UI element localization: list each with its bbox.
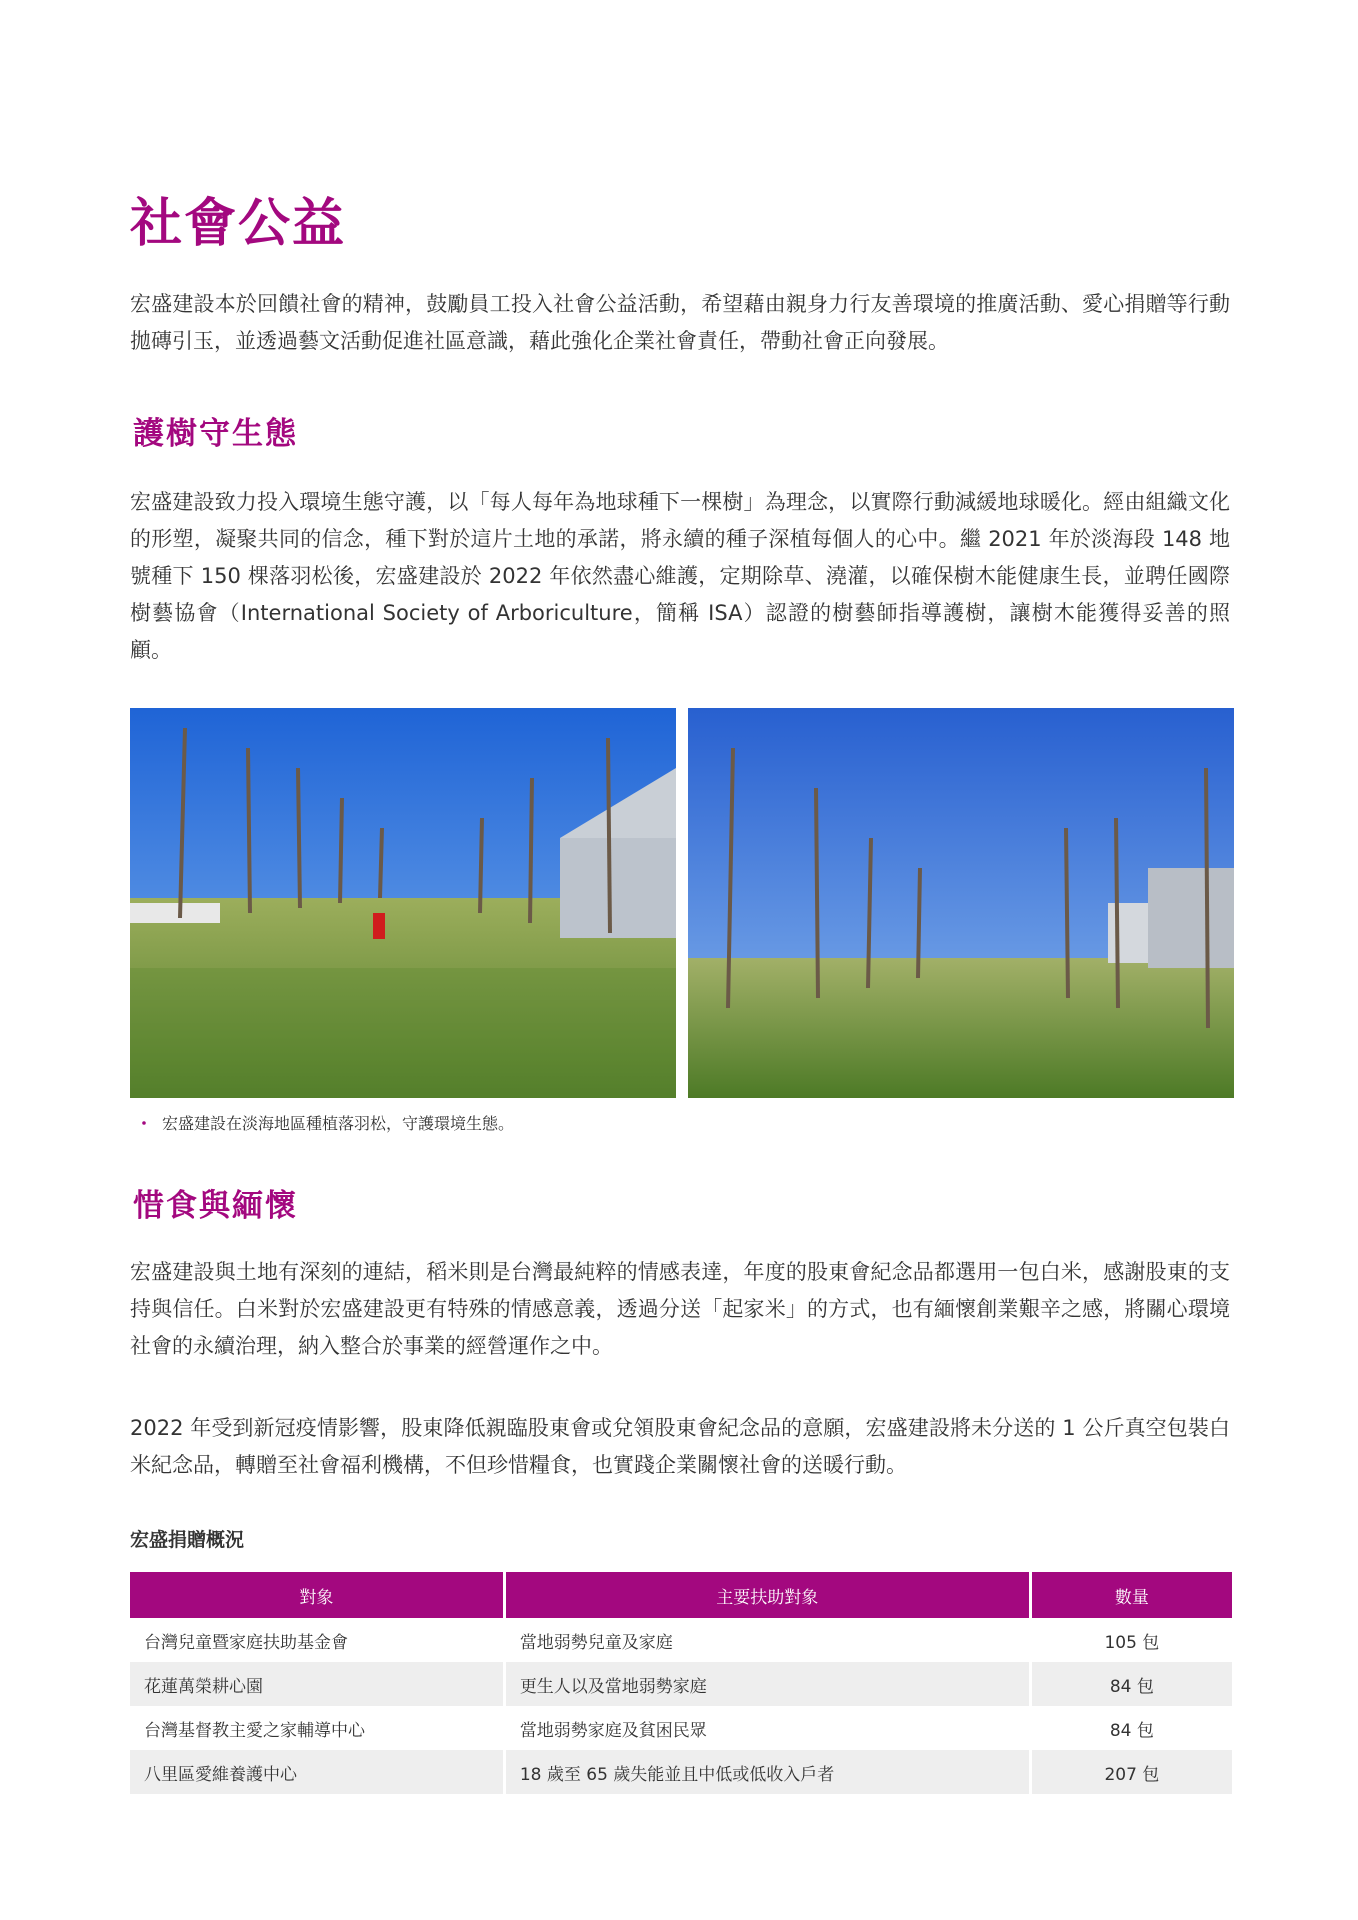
cell-quantity: 84 包	[1032, 1662, 1232, 1706]
cell-quantity: 207 包	[1032, 1750, 1232, 1794]
table-row	[130, 1618, 1232, 1662]
page-title: 社會公益	[130, 194, 347, 254]
section-heading-rice: 惜食與緬懷	[133, 1188, 298, 1224]
donation-table-title: 宏盛捐贈概況	[130, 1529, 245, 1551]
cell-recipient: 八里區愛維養護中心	[130, 1750, 506, 1794]
photo-cypress-field-left	[130, 708, 676, 1098]
table-row	[130, 1706, 1232, 1750]
cell-recipient: 花蓮萬榮耕心園	[130, 1662, 506, 1706]
column-header-recipient: 對象	[130, 1572, 506, 1618]
cell-quantity: 105 包	[1032, 1618, 1232, 1662]
trees-paragraph: 宏盛建設致力投入環境生態守護，以「每人每年為地球種下一棵樹」為理念，以實際行動減緩地球暖化。經由組織文化的形塑，凝聚共同的信念，種下對於這片土地的承諾，將永續的種子深植每個人的心中。繼 2021 年於淡海段 148 地號種下 150 棵落羽松後，宏盛建設於 2022 年依然盡心維護，定期除草、澆灌，以確保樹木能健康生長，並聘任國際樹藝協會（International Society of Arboriculture，簡稱 ISA）認證的樹藝師指導護樹，讓樹木能獲得妥善的照顧。	[130, 490, 1230, 662]
section-heading-trees: 護樹守生態	[133, 416, 298, 452]
cell-beneficiaries: 更生人以及當地弱勢家庭	[506, 1662, 1032, 1706]
cell-beneficiaries: 18 歲至 65 歲失能並且中低或低收入戶者	[506, 1750, 1032, 1794]
column-header-beneficiaries: 主要扶助對象	[506, 1572, 1032, 1618]
photo-cypress-field-right	[688, 708, 1234, 1098]
donation-table	[130, 1572, 1232, 1794]
caption-bullet: ・	[136, 1114, 153, 1133]
rice-paragraph-1: 宏盛建設與土地有深刻的連結，稻米則是台灣最純粹的情感表達，年度的股東會紀念品都選用一包白米，感謝股東的支持與信任。白米對於宏盛建設更有特殊的情感意義，透過分送「起家米」的方式，也有緬懷創業艱辛之感，將關心環境社會的永續治理，納入整合於事業的經營運作之中。	[130, 1260, 1230, 1358]
caption-text: 宏盛建設在淡海地區種植落羽松，守護環境生態。	[162, 1114, 515, 1133]
cell-recipient: 台灣基督教主愛之家輔導中心	[130, 1706, 506, 1750]
table-header-row	[130, 1572, 1232, 1618]
cell-quantity: 84 包	[1032, 1706, 1232, 1750]
column-header-quantity: 數量	[1032, 1572, 1232, 1618]
cell-beneficiaries: 當地弱勢家庭及貧困民眾	[506, 1706, 1032, 1750]
table-row	[130, 1662, 1232, 1706]
photo-caption	[136, 1112, 514, 1136]
intro-paragraph: 宏盛建設本於回饋社會的精神，鼓勵員工投入社會公益活動，希望藉由親身力行友善環境的推廣活動、愛心捐贈等行動拋磚引玉，並透過藝文活動促進社區意識，藉此強化企業社會責任，帶動社會正向發展。	[130, 292, 1230, 353]
cell-recipient: 台灣兒童暨家庭扶助基金會	[130, 1618, 506, 1662]
cell-beneficiaries: 當地弱勢兒童及家庭	[506, 1618, 1032, 1662]
table-row	[130, 1750, 1232, 1794]
rice-paragraph-2: 2022 年受到新冠疫情影響，股東降低親臨股東會或兌領股東會紀念品的意願，宏盛建設將未分送的 1 公斤真空包裝白米紀念品，轉贈至社會福利機構，不但珍惜糧食，也實踐企業關懷社會的送暖行動。	[130, 1416, 1230, 1477]
